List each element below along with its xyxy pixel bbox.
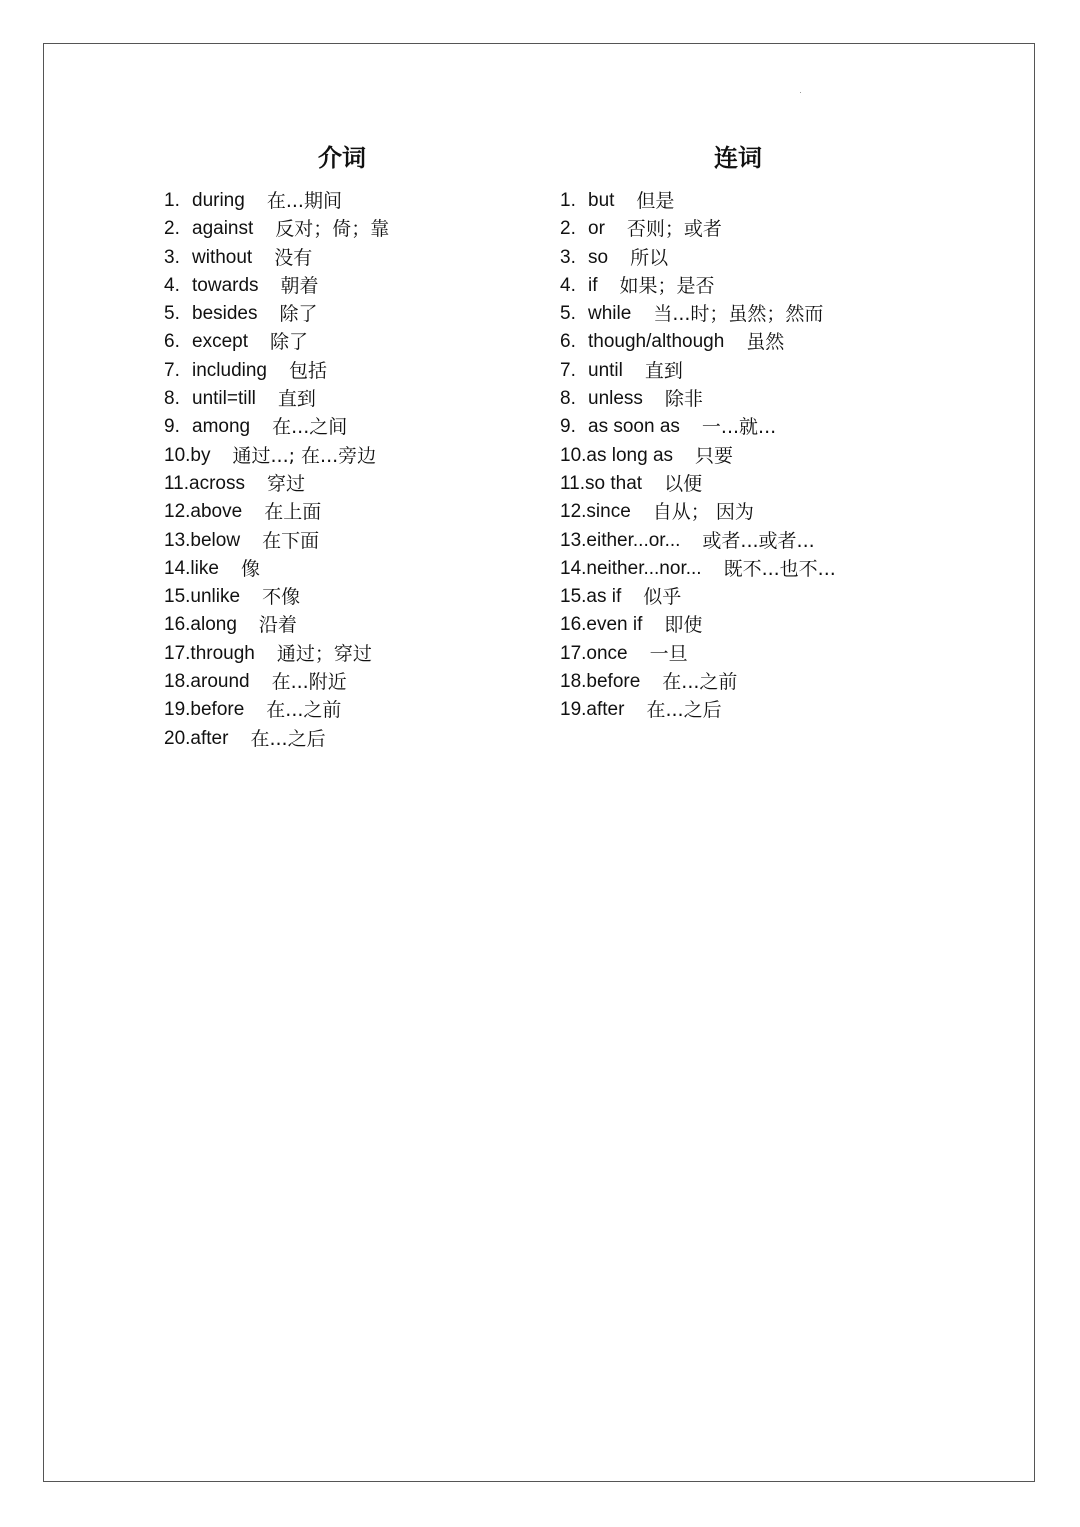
conjunctions-item: [560, 272, 836, 300]
prepositions-item: [164, 413, 389, 441]
item-number: 6.: [560, 331, 576, 353]
item-number: 2.: [164, 218, 180, 240]
conjunctions-item: [560, 187, 836, 215]
chinese-meaning: 否则；或者: [626, 218, 722, 241]
item-number: 9.: [560, 416, 576, 438]
item-number: 12.: [164, 501, 191, 523]
conjunctions-item: [560, 555, 836, 583]
conjunctions-item: [560, 640, 836, 668]
prepositions-title: 介词: [318, 143, 366, 172]
chinese-meaning: 只要: [695, 444, 734, 467]
chinese-meaning: 在...之间: [272, 416, 348, 439]
item-number: 1.: [560, 190, 576, 211]
prepositions-list: [164, 187, 389, 753]
english-word: until: [588, 359, 623, 381]
conjunctions-item: [560, 470, 836, 498]
chinese-meaning: 除了: [279, 303, 318, 326]
chinese-meaning: 不像: [262, 586, 301, 609]
chinese-meaning: 一旦: [649, 642, 688, 665]
chinese-meaning: 除非: [664, 388, 703, 411]
item-number: 10.: [164, 444, 191, 466]
prepositions-item: [164, 498, 389, 526]
english-word: before: [586, 671, 641, 693]
english-word: like: [190, 557, 219, 579]
english-word: after: [586, 699, 625, 721]
english-word: by: [190, 444, 211, 466]
prepositions-item: [164, 527, 389, 555]
conjunctions-item: [560, 413, 836, 441]
prepositions-item: [164, 300, 389, 328]
item-number: 8.: [164, 388, 180, 410]
prepositions-item: [164, 611, 389, 639]
english-word: as soon as: [588, 416, 680, 438]
item-number: 13.: [560, 529, 587, 551]
chinese-meaning: 朝着: [280, 274, 319, 297]
chinese-meaning: 直到: [277, 388, 316, 411]
chinese-meaning: 通过；穿过: [276, 642, 372, 665]
conjunctions-list: [560, 187, 836, 725]
item-number: 17.: [560, 642, 587, 664]
english-word: so: [588, 246, 609, 268]
english-word: so that: [585, 472, 643, 494]
prepositions-item: [164, 215, 389, 243]
prepositions-item: [164, 555, 389, 583]
prepositions-item: [164, 696, 389, 724]
english-word: though/although: [588, 331, 725, 353]
chinese-meaning: 似乎: [643, 586, 682, 609]
chinese-meaning: 除了: [269, 331, 308, 354]
english-word: without: [192, 246, 253, 268]
item-number: 4.: [560, 274, 576, 296]
chinese-meaning: 在上面: [264, 501, 322, 524]
conjunctions-item: [560, 300, 836, 328]
conjunctions-item: [560, 527, 836, 555]
item-number: 16.: [164, 614, 191, 636]
english-word: during: [192, 190, 245, 211]
english-word: among: [192, 416, 251, 438]
chinese-meaning: 在...之前: [662, 671, 738, 694]
english-word: as if: [586, 586, 622, 608]
item-number: 13.: [164, 529, 191, 551]
chinese-meaning: 或者...或者...: [702, 529, 815, 552]
item-number: 1.: [164, 190, 180, 211]
english-word: after: [190, 727, 229, 749]
chinese-meaning: 如果；是否: [619, 274, 715, 297]
conjunctions-item: [560, 442, 836, 470]
item-number: 7.: [164, 359, 180, 381]
english-word: including: [192, 359, 267, 381]
chinese-meaning: 穿过: [266, 472, 305, 495]
item-number: 14.: [560, 557, 587, 579]
prepositions-item: [164, 725, 389, 753]
conjunctions-item: [560, 696, 836, 724]
item-number: 9.: [164, 416, 180, 438]
item-number: 20.: [164, 727, 191, 749]
chinese-meaning: 沿着: [258, 614, 297, 637]
english-word: unlike: [190, 586, 241, 608]
item-number: 3.: [164, 246, 180, 268]
english-word: since: [586, 501, 631, 523]
item-number: 10.: [560, 444, 587, 466]
english-word: above: [190, 501, 243, 523]
chinese-meaning: 在...之前: [266, 699, 342, 722]
chinese-meaning: 包括: [289, 359, 328, 382]
item-number: 5.: [560, 303, 576, 325]
english-word: as long as: [586, 444, 674, 466]
english-word: if: [588, 274, 598, 296]
english-word: against: [192, 218, 254, 240]
item-number: 2.: [560, 218, 576, 240]
conjunctions-item: [560, 668, 836, 696]
page-speck: [800, 92, 801, 93]
item-number: 15.: [560, 586, 587, 608]
english-word: around: [190, 671, 250, 693]
chinese-meaning: 在...之后: [250, 727, 326, 750]
item-number: 6.: [164, 331, 180, 353]
chinese-meaning: 既不...也不...: [723, 557, 836, 580]
english-word: except: [192, 331, 248, 353]
prepositions-item: [164, 244, 389, 272]
prepositions-item: [164, 442, 389, 470]
english-word: or: [588, 218, 605, 240]
prepositions-item: [164, 272, 389, 300]
item-number: 14.: [164, 557, 191, 579]
chinese-meaning: 所以: [630, 246, 669, 269]
item-number: 19.: [560, 699, 587, 721]
item-number: 16.: [560, 614, 587, 636]
chinese-meaning: 当...时；虽然；然而: [653, 303, 824, 326]
chinese-meaning: 像: [240, 557, 260, 580]
conjunctions-item: [560, 328, 836, 356]
chinese-meaning: 即使: [664, 614, 703, 637]
conjunctions-item: [560, 385, 836, 413]
english-word: neither...nor...: [586, 557, 702, 579]
english-word: through: [190, 642, 255, 664]
english-word: across: [189, 472, 245, 494]
prepositions-item: [164, 187, 389, 215]
english-word: even if: [586, 614, 643, 636]
chinese-meaning: 在...之后: [646, 699, 722, 722]
conjunctions-item: [560, 357, 836, 385]
item-number: 5.: [164, 303, 180, 325]
conjunctions-title: 连词: [714, 143, 762, 172]
conjunctions-item: [560, 215, 836, 243]
item-number: 18.: [560, 671, 587, 693]
english-word: towards: [192, 274, 259, 296]
item-number: 11.: [164, 472, 190, 494]
chinese-meaning: 但是: [636, 190, 675, 212]
prepositions-item: [164, 470, 389, 498]
item-number: 3.: [560, 246, 576, 268]
english-word: before: [190, 699, 245, 721]
prepositions-item: [164, 328, 389, 356]
chinese-meaning: 通过...; 在...旁边: [232, 444, 377, 467]
item-number: 17.: [164, 642, 191, 664]
chinese-meaning: 直到: [644, 359, 683, 382]
item-number: 12.: [560, 501, 587, 523]
chinese-meaning: 在下面: [262, 529, 320, 552]
conjunctions-item: [560, 583, 836, 611]
chinese-meaning: 一...就...: [701, 416, 777, 439]
item-number: 7.: [560, 359, 576, 381]
english-word: besides: [192, 303, 258, 325]
english-word: either...or...: [586, 529, 681, 551]
chinese-meaning: 以便: [664, 472, 703, 495]
item-number: 8.: [560, 388, 576, 410]
english-word: unless: [588, 388, 643, 410]
english-word: once: [586, 642, 628, 664]
prepositions-item: [164, 357, 389, 385]
chinese-meaning: 没有: [274, 246, 313, 269]
chinese-meaning: 虽然: [746, 331, 785, 354]
prepositions-item: [164, 385, 389, 413]
english-word: while: [588, 303, 632, 325]
chinese-meaning: 在...附近: [271, 671, 347, 694]
prepositions-item: [164, 583, 389, 611]
conjunctions-item: [560, 611, 836, 639]
item-number: 18.: [164, 671, 191, 693]
item-number: 15.: [164, 586, 191, 608]
prepositions-item: [164, 668, 389, 696]
item-number: 4.: [164, 274, 180, 296]
item-number: 19.: [164, 699, 191, 721]
chinese-meaning: 自从； 因为: [652, 501, 754, 524]
english-word: but: [588, 190, 615, 211]
prepositions-item: [164, 640, 389, 668]
chinese-meaning: 反对；倚；靠: [275, 218, 390, 241]
chinese-meaning: 在...期间: [266, 190, 342, 212]
conjunctions-item: [560, 498, 836, 526]
english-word: until=till: [192, 388, 256, 410]
english-word: below: [190, 529, 241, 551]
conjunctions-item: [560, 244, 836, 272]
english-word: along: [190, 614, 237, 636]
item-number: 11.: [560, 472, 586, 494]
